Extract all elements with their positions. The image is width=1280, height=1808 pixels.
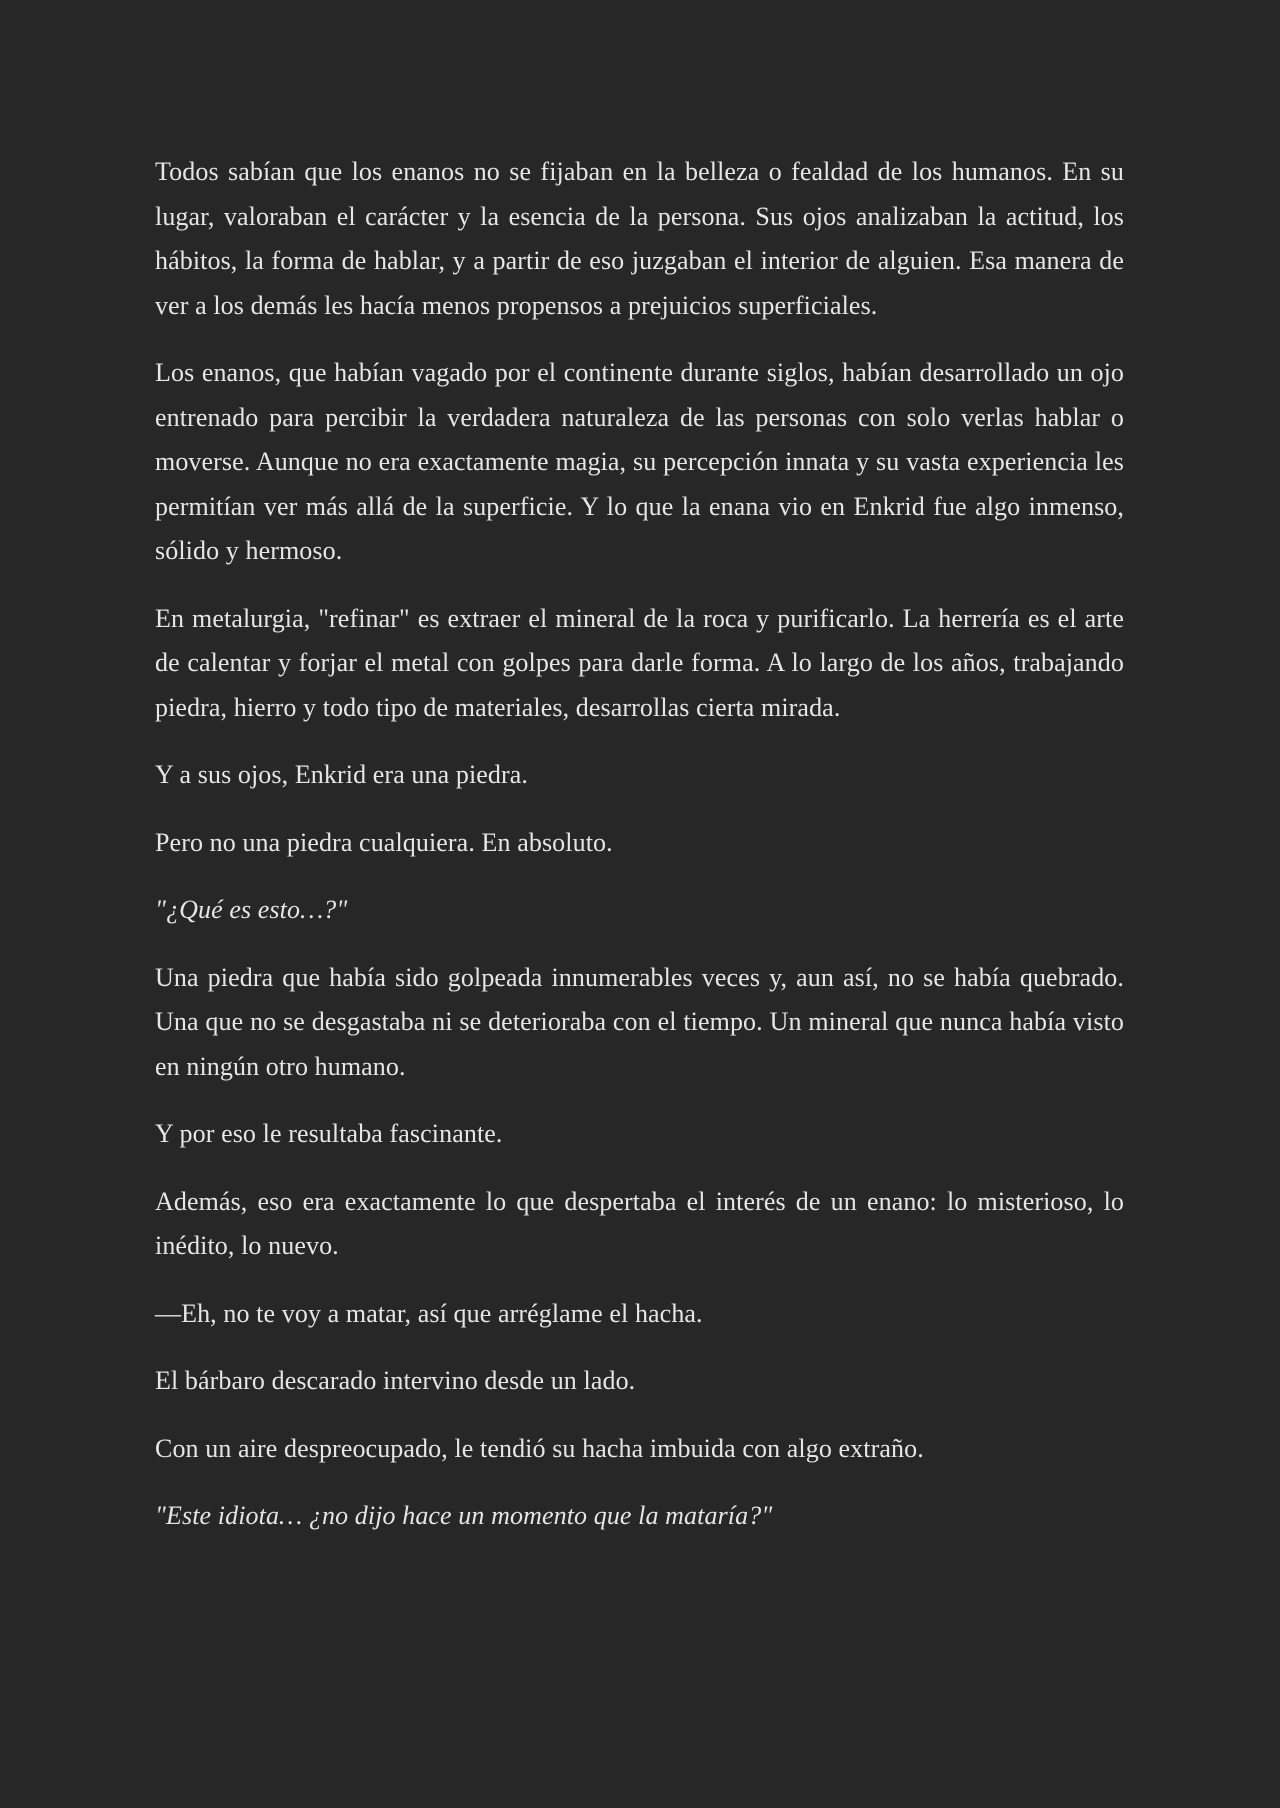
paragraph: Pero no una piedra cualquiera. En absoluto. <box>155 827 613 857</box>
paragraph: Los enanos, que habían vagado por el continente durante siglos, habían desarrollado un ojo entrenado para percibir la verdadera naturaleza de las personas con solo verlas hablar o moverse. Aunque no era exactamente magia, su percepción innata y su vasta experiencia les permitían ver más allá de la superficie. Y lo que la enana vio en Enkrid fue algo inmenso, sólido y hermoso. <box>155 358 1124 565</box>
reading-page <box>155 150 1124 1562</box>
paragraph: En metalurgia, "refinar" es extraer el mineral de la roca y purificarlo. La herrería es el arte de calentar y forjar el metal con golpes para darle forma. A lo largo de los años, trabajando piedra, hierro y todo tipo de materiales, desarrollas cierta mirada. <box>155 603 1124 722</box>
thought-paragraph: "Este idiota… ¿no dijo hace un momento que la mataría?" <box>155 1501 773 1530</box>
thought-paragraph: "¿Qué es esto…?" <box>155 895 348 924</box>
paragraph: El bárbaro descarado intervino desde un lado. <box>155 1366 636 1395</box>
paragraph: Una piedra que había sido golpeada innumerables veces y, aun así, no se había quebrado. Una que no se desgastaba ni se deterioraba con el tiempo. Un mineral que nunca había visto en ningún otro humano. <box>155 962 1124 1081</box>
paragraph: Y por eso le resultaba fascinante. <box>155 1119 503 1148</box>
dialogue-paragraph: —Eh, no te voy a matar, así que arréglame el hacha. <box>155 1298 703 1328</box>
paragraph: Con un aire despreocupado, le tendió su hacha imbuida con algo extraño. <box>155 1433 924 1463</box>
paragraph: Todos sabían que los enanos no se fijaban en la belleza o fealdad de los humanos. En su lugar, valoraban el carácter y la esencia de la persona. Sus ojos analizaban la actitud, los hábitos, la forma de hablar, y a partir de eso juzgaban el interior de alguien. Esa manera de ver a los demás les hacía menos propensos a prejuicios superficiales. <box>155 157 1124 320</box>
paragraph: Y a sus ojos, Enkrid era una piedra. <box>155 760 529 789</box>
paragraph: Además, eso era exactamente lo que despertaba el interés de un enano: lo misterioso, lo inédito, lo nuevo. <box>155 1186 1124 1260</box>
